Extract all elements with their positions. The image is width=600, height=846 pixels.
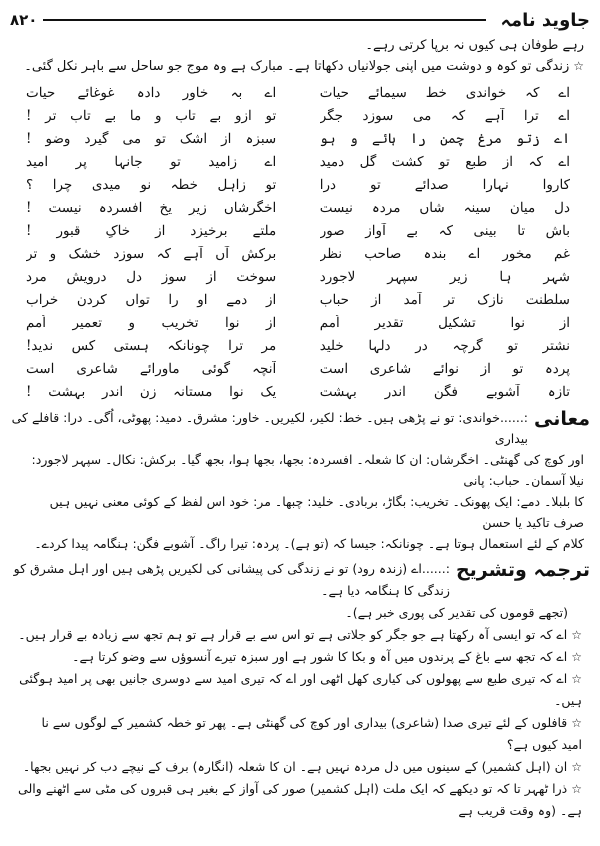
translation-heading-row	[10, 558, 590, 602]
couplet	[26, 288, 570, 311]
translation-point: ☆ان (اہل کشمیر) کے سینوں میں دل مردہ نہیں ہے۔ ان کا شعلہ (انگارہ) برف کے نیچے دب کر نہیں بجھا۔	[22, 759, 582, 774]
misra-first: غم مخور اے بندہ صاحب نظر	[319, 245, 570, 262]
translation-point: ☆قافلوں کے لئے تیری صدا (شاعری) بیداری اور کوچ کی گھنٹی ہے۔ پھر تو خطہ کشمیر کے لوگوں سے نا امید کیوں ہے؟	[41, 715, 582, 752]
couplet	[26, 127, 570, 150]
couplet	[26, 380, 570, 403]
translation-body	[10, 602, 590, 822]
glossary-line: :......خواندی: تو نے پڑھی ہیں۔ خط: لکیر، لکیریں۔ خاور: مشرق۔ دمید: پھوٹی، اُگی۔ درا: قافلے کی بیداری	[11, 410, 529, 446]
couplet	[26, 196, 570, 219]
book-title: جاوید نامہ	[500, 9, 590, 31]
misra-second: آنچہ گوئی ماورائے شاعری است	[26, 360, 277, 377]
couplet	[26, 219, 570, 242]
misra-second: مر ترا چونانکہ ہستی کس ندید!	[26, 337, 277, 354]
couplet	[26, 81, 570, 104]
star-icon: ☆	[571, 716, 582, 730]
misra-second: اے بہ خاور دادہ غوغائے حیات	[26, 84, 277, 101]
couplet	[26, 104, 570, 127]
glossary-section	[10, 407, 590, 554]
translation-point: ☆اے کہ تیری طبع سے پھولوں کی کیاری کھل اٹھی اور اے کہ تیری امید سے دوسری جانیں بھی پر امید ہوگئی ہیں۔	[19, 671, 582, 708]
star-icon: ☆	[571, 628, 582, 642]
translation-section	[10, 558, 590, 822]
star-icon: ☆	[571, 650, 582, 664]
couplet	[26, 150, 570, 173]
misra-first: شہر ہا زیر سپہر لاجورد	[319, 268, 570, 285]
couplet	[26, 357, 570, 380]
glossary-line: کلام کے لئے استعمال ہوتا ہے۔ چونانکہ: جیسا کہ (تو ہے)۔ پردہ: تیرا راگ۔ آشوبے فگن: ہنگامہ پیدا کردے۔	[34, 536, 584, 551]
misra-first: تازہ آشوبے فگن اندر بہشت	[319, 383, 570, 400]
translation-heading: ترجمہ وتشریح	[455, 559, 590, 581]
misra-first: باش تا بینی کہ بے آواز صور	[319, 222, 570, 239]
header-rule	[43, 19, 486, 21]
misra-first: اے کہ خواندی خط سیمائے حیات	[319, 84, 570, 101]
intro-line: ☆زندگی تو کوہ و دوشت میں اپنی جولانیاں دکھاتا ہے۔ مبارک ہے وہ موج جو ساحل سے باہر نکل گئی۔	[24, 59, 584, 74]
misra-first: پردہ تو از نوائے شاعری است	[319, 360, 570, 377]
couplet	[26, 242, 570, 265]
star-icon: ☆	[571, 672, 582, 686]
misra-second: سبزہ از اشک تو می گیرد وضو !	[26, 130, 277, 147]
misra-second: اخگرشاں زیرِ یخ افسردہ نیست !	[26, 199, 277, 216]
misra-first: کاروا نہارا صدائے تو درا	[319, 176, 570, 193]
couplet	[26, 311, 570, 334]
misra-second: یک نوا مستانہ زن اندر بہشت !	[26, 383, 277, 400]
intro-line: رہے طوفان ہی کیوں نہ برپا کرتی رہے۔	[365, 38, 584, 53]
intro-text	[10, 36, 590, 77]
glossary-line: اور کوچ کی گھنٹی۔ اخگرشاں: ان کا شعلہ۔ افسردہ: بجھا، بجھا ہوا، بجھ گیا۔ برکش: نکال۔ سپہر لاجورد: نیلا آسمان۔ حباب: پانی	[31, 452, 584, 488]
translation-line: (تجھے قوموں کی تقدیر کی پوری خبر ہے)۔	[345, 605, 568, 620]
glossary-line: کا بلبلا۔ دمے: ایک پھونک۔ تخریب: بگاڑ، بربادی۔ خلید: چبھا۔ مر: خود اس لفظ کے کوئی معنی نہیں ہیں صرف تاکید یا حسن	[49, 494, 584, 530]
misra-second: از نوا تخریب و تعمیر اُمم	[26, 314, 277, 331]
translation-line: :......اے (زندہ رود) تو نے زندگی کی پیشانی کی لکیریں پڑھی ہیں اور اہل مشرق کو زندگی کا ہنگامہ دیا ہے۔	[13, 561, 450, 598]
misra-first: اے کہ از طبع تو کشت گل دمید	[319, 153, 570, 170]
misra-second: تو ازو بے تاب و ما بے تاب تر !	[26, 107, 277, 124]
translation-point: ☆اے کہ تو ایسی آہ رکھتا ہے جو جگر کو جلاتی ہے تو اس سے بے قرار ہے تو ہم تجھ سے زیادہ بے قرار ہیں۔	[18, 627, 582, 642]
misra-second: تو زاہل خطہ نو میدی چرا ؟	[26, 176, 277, 193]
misra-second: از دمے او را تواں کردن خراب	[26, 291, 277, 308]
star-icon: ☆	[573, 59, 584, 73]
page-header	[10, 4, 590, 36]
couplet	[26, 265, 570, 288]
misra-second: برکش آں آہے کہ سوزد خشک و تر	[26, 245, 277, 262]
misra-first: نشتر تو گرچہ در دلہا خلید	[319, 337, 570, 354]
misra-first: اے ترا آہے کہ می سوزد جگر	[319, 107, 570, 124]
star-icon: ☆	[571, 760, 582, 774]
misra-first: از نوا تشکیل تقدیر اُمم	[319, 314, 570, 331]
couplet	[26, 173, 570, 196]
misra-first: دل میان سینہ شاں مردہ نیست	[319, 199, 570, 216]
star-icon: ☆	[571, 782, 582, 796]
couplet	[26, 334, 570, 357]
misra-second: ملتے برخیزد از خاکِ قبور !	[26, 222, 277, 239]
misra-first: سلطنت نازک تر آمد از حباب	[319, 291, 570, 308]
page-number: ۸۲۰	[10, 11, 38, 29]
glossary-heading: معانی	[534, 408, 590, 430]
translation-point: ☆اے کہ تجھ سے باغ کے پرندوں میں آہ و بکا کا شور ہے اور سبزہ تیرے آنسوؤں سے وضو کرتا ہے۔	[72, 649, 582, 664]
misra-second: سوخت از سوز دل درویش مرد	[26, 268, 277, 285]
misra-second: اے زامید تو جانہا پر امید	[26, 153, 277, 170]
glossary-heading-row	[10, 407, 590, 449]
poem-couplets	[10, 81, 590, 403]
translation-point: ☆ذرا ٹھہر تا کہ تو دیکھے کہ ایک ملت (اہل کشمیر) صور کی آواز کے بغیر ہی قبروں کی مٹی سے اٹھنے والی ہے۔ (وہ وقت قریب ہے	[18, 781, 582, 818]
misra-first: اے زتو مرغ چمن را ہائے و ہو	[319, 130, 570, 147]
